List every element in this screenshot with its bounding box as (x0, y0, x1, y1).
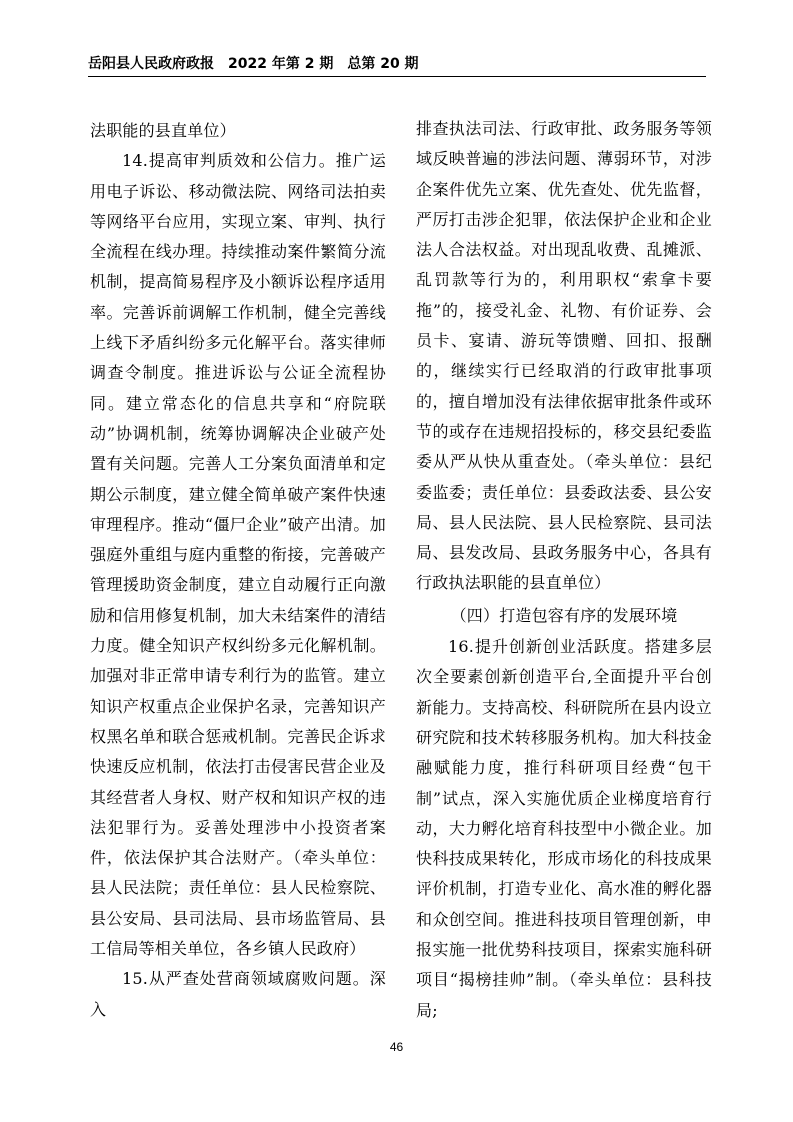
left-column (90, 116, 386, 1025)
paragraph-item-15-start: 15.从严查处营商领域腐败问题。深入 (90, 969, 386, 1019)
section-subheading: （四）打造包容有序的发展环境 (450, 605, 678, 625)
page-header: 岳阳县人民政府政报 2022 年第 2 期 总第 20 期 (88, 56, 419, 72)
header-divider (88, 76, 706, 77)
page-number: 46 (389, 1040, 404, 1054)
paragraph-continuation: 法职能的县直单位） (90, 121, 236, 140)
right-column (416, 114, 712, 1026)
paragraph-item-14: 14.提高审判质效和公信力。推广运用电子诉讼、移动微法院、网络司法拍卖等网络平台应用，实现立案、审判、执行全流程在线办理。持续推动案件繁简分流机制，提高简易程序及小额诉讼程序适用率。完善诉前调解工作机制，健全完善线上线下矛盾纠纷多元化解平台。落实律师调查令制度。推进诉讼与公证全流程协同。建立常态化的信息共享和“府院联动”协调机制，统筹协调解决企业破产处置有关问题。完善人工分案负面清单和定期公示制度，建立健全简单破产案件快速审理程序。推动“僵尸企业”破产出清。加强庭外重组与庭内重整的衔接，完善破产管理援助资金制度，建立自动履行正向激励和信用修复机制，加大未结案件的清结力度。健全知识产权纠纷多元化解机制。加强对非正常申请专利行为的监管。建立知识产权重点企业保护名录，完善知识产权黑名单和联合惩戒机制。完善民企诉求快速反应机制，依法打击侵害民营企业及其经营者人身权、财产权和知识产权的违法犯罪行为。妥善处理涉中小投资者案件，依法保护其合法财产。（牵头单位：县人民法院；责任单位：县人民检察院、县公安局、县司法局、县市场监管局、县工信局等相关单位，各乡镇人民政府） (90, 151, 386, 959)
paragraph-item-15-continued: 排查执法司法、行政审批、政务服务等领域反映普遍的涉法问题、薄弱环节，对涉企案件优先立案、优先查处、优先监督，严厉打击涉企犯罪，依法保护企业和企业法人合法权益。对出现乱收费、乱摊派、乱罚款等行为的，利用职权“索拿卡要拖”的，接受礼金、礼物、有价证券、会员卡、宴请、游玩等馈赠、回扣、报酬的，继续实行已经取消的行政审批事项的，擅自增加没有法律依据审批条件或环节的或存在违规招投标的，移交县纪委监委从严从快从重查处。（牵头单位：县纪委监委；责任单位：县委政法委、县公安局、县人民法院、县人民检察院、县司法局、县发改局、县政务服务中心，各具有行政执法职能的县直单位） (416, 119, 712, 593)
paragraph-item-16: 16.提升创新创业活跃度。搭建多层次全要素创新创造平台,全面提升平台创新能力。支持高校、科研院所在县内设立研究院和技术转移服务机构。加大科技金融赋能力度，推行科研项目经费“包干制”试点，深入实施优质企业梯度培育行动，大力孵化培育科技型中小微企业。加快科技成果转化，形成市场化的科技成果评价机制，打造专业化、高水准的孵化器和众创空间。推进科技项目管理创新，申报实施一批优势科技项目，探索实施科研项目“揭榜挂帅”制。（牵头单位：县科技局; (416, 637, 712, 1020)
